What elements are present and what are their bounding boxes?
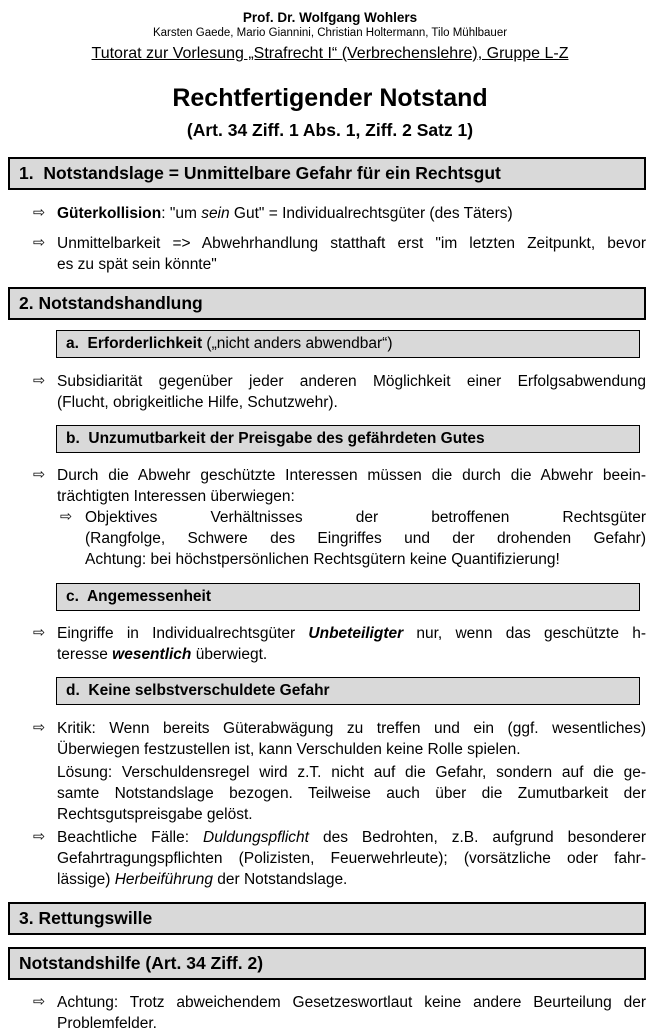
bullet-spacer xyxy=(33,762,57,825)
subsection-b-heading: b. Unzumutbarkeit der Preisgabe des gefährdeten Gutes xyxy=(56,425,640,453)
text-line: samte Notstandslage bezogen. Teilweise auch über die Zumutbarkeit der xyxy=(57,785,646,802)
section-3-heading: 3. Rettungswille xyxy=(8,902,646,935)
section-1-heading: 1. Notstandslage = Unmittelbare Gefahr für ein Rechtsgut xyxy=(8,157,646,190)
text-line: teresse wesentlich überwiegt. xyxy=(57,646,268,663)
bullet-text xyxy=(57,762,646,825)
bullet-text xyxy=(57,465,646,570)
assistant-names: Karsten Gaede, Mario Giannini, Christian Holtermann, Tilo Mühlbauer xyxy=(152,27,508,39)
text-line: Durch die Abwehr geschützte Interessen müssen die durch die Abwehr beein- xyxy=(57,467,646,484)
text-line: Lösung: Verschuldensregel wird z.T. nicht auf die Gefahr, sondern auf die ge- xyxy=(57,764,646,781)
text-line: Kritik: Wenn bereits Güterabwägung zu treffen und ein (ggf. wesentliches) xyxy=(57,720,646,737)
bullet-gueterkollision xyxy=(33,203,646,224)
bullet-text xyxy=(57,203,646,224)
text-line: Problemfelder. xyxy=(57,1015,157,1032)
bullet-text xyxy=(57,623,646,665)
author-name: Prof. Dr. Wolfgang Wohlers xyxy=(242,10,418,25)
text-line: Unmittelbarkeit => Abwehrhandlung statthaft erst "im letzten Zeitpunkt, bevor xyxy=(57,235,646,252)
page-title: Rechtfertigender Notstand xyxy=(172,84,488,112)
bullet-text xyxy=(57,233,646,275)
bullet-kritik xyxy=(33,718,646,760)
bullet-interessenabwaegung xyxy=(33,465,646,570)
document-header xyxy=(0,0,660,65)
text-line: Objektives Verhältnisses der betroffenen Rechtsgüter xyxy=(85,509,646,526)
text-line: es zu spät sein könnte" xyxy=(57,256,217,273)
page-subtitle: (Art. 34 Ziff. 1 Abs. 1, Ziff. 2 Satz 1) xyxy=(186,120,474,140)
text-line: Rechtsgutspreisgabe gelöst. xyxy=(57,806,253,823)
subsection-c-heading: c. Angemessenheit xyxy=(56,583,640,611)
bullet-eingriffe-unbeteiligter xyxy=(33,623,646,665)
text-line: trächtigten Interessen überwiegen: xyxy=(57,488,295,505)
bullet-subsidiaritaet xyxy=(33,371,646,413)
text-line: Achtung: Trotz abweichendem Gesetzeswortlaut keine andere Beurteilung der xyxy=(57,994,646,1011)
paragraph-loesung xyxy=(33,762,646,825)
text-line: Achtung: bei höchstpersönlichen Rechtsgütern keine Quantifizierung! xyxy=(85,551,560,568)
arrow-bullet-icon: ⇨ xyxy=(33,625,46,641)
subsection-d-heading: d. Keine selbstverschuldete Gefahr xyxy=(56,677,640,705)
course-title: Tutorat zur Vorlesung „Strafrecht I“ (Verbrechenslehre), Gruppe L-Z xyxy=(91,45,569,62)
arrow-bullet-icon: ⇨ xyxy=(33,467,46,483)
bullet-text xyxy=(57,992,646,1033)
bullet-beachtliche-faelle xyxy=(33,827,646,890)
text-line: lässige) Herbeiführung der Notstandslage. xyxy=(57,871,348,888)
text-line: (Rangfolge, Schwere des Eingriffes und der drohenden Gefahr) xyxy=(85,530,646,547)
bullet-unmittelbarkeit xyxy=(33,233,646,275)
sub-bullet-objektives-verhaeltnis xyxy=(60,507,646,570)
text-line: Eingriffe in Individualrechtsgüter Unbeteiligter nur, wenn das geschützte h- xyxy=(57,625,646,642)
bullet-text xyxy=(57,827,646,890)
bullet-text xyxy=(57,718,646,760)
text-line: (Flucht, obrigkeitliche Hilfe, Schutzwehr). xyxy=(57,394,338,411)
arrow-bullet-icon: ⇨ xyxy=(33,373,46,389)
arrow-bullet-icon: ⇨ xyxy=(33,994,46,1010)
bullet-text xyxy=(57,371,646,413)
text-line: Gefahrtragungspflichten (Polizisten, Feuerwehrleute); (vorsätzliche oder fahr- xyxy=(57,850,646,867)
section-2-heading: 2. Notstandshandlung xyxy=(8,287,646,320)
arrow-bullet-icon: ⇨ xyxy=(33,720,46,736)
text-line: Subsidiarität gegenüber jeder anderen Möglichkeit einer Erfolgsabwendung xyxy=(57,373,646,390)
text-line: Überwiegen festzustellen ist, kann Verschulden keine Rolle spielen. xyxy=(57,741,521,758)
arrow-bullet-icon: ⇨ xyxy=(33,235,46,251)
bullet-achtung xyxy=(33,992,646,1033)
arrow-bullet-icon: ⇨ xyxy=(33,829,46,845)
subsection-a-heading: a. Erforderlichkeit („nicht anders abwendbar“) xyxy=(56,330,640,358)
arrow-bullet-icon: ⇨ xyxy=(33,205,46,221)
arrow-bullet-icon: ⇨ xyxy=(60,509,73,525)
section-notstandshilfe-heading: Notstandshilfe (Art. 34 Ziff. 2) xyxy=(8,947,646,980)
bullet-text xyxy=(85,507,646,570)
text-line: Beachtliche Fälle: Duldungspflicht des Bedrohten, z.B. aufgrund besonderer xyxy=(57,829,646,846)
text-line: Güterkollision: "um sein Gut" = Individualrechtsgüter (des Täters) xyxy=(57,205,513,222)
